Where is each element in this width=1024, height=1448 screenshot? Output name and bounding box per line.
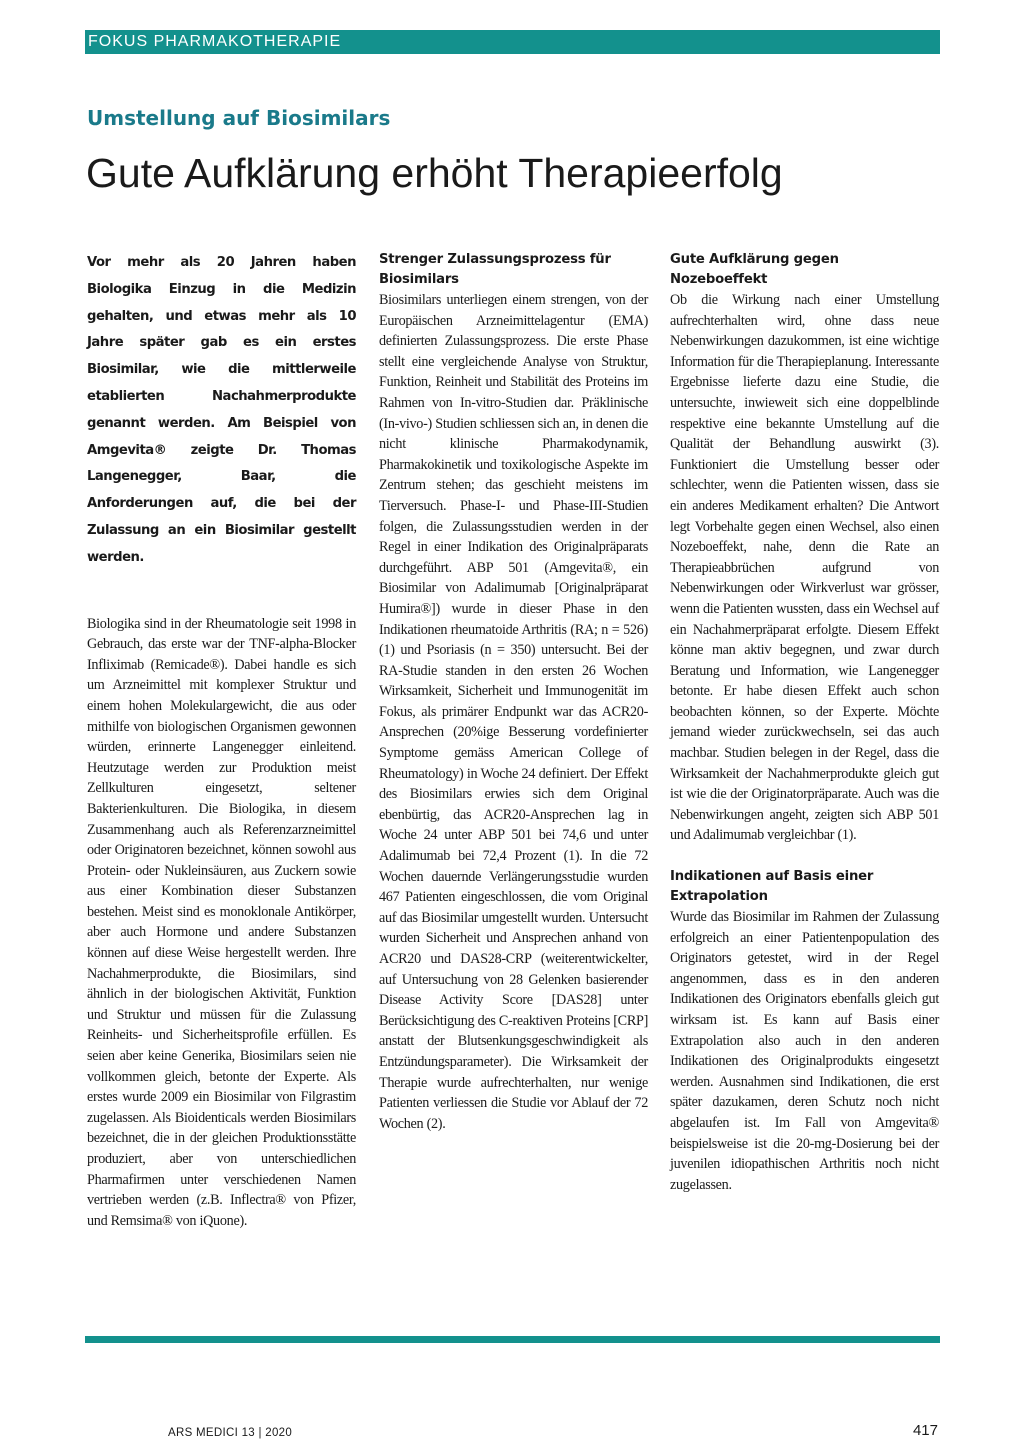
body-paragraph: Biosimilars unterliegen einem strengen, von der Europäischen Arzneimittelagentur (EMA) definierten Zulassungsprozess. Die erste Phase stellt eine vergleichende Analyse von Struktur, Funktion, Reinheit und Stabilität des Proteins im Rahmen von In-vitro-Studien dar. Präklinische (In-vivo-) Studien schliessen sich an, in denen die nicht klinische Pharmakodynamik, Pharmakokinetik und toxikologische Aspekte im Zentrum stehen; das geschieht meistens im Tierversuch. Phase-I- und Phase-III-Studien folgen, die Zulassungsstudien werden in der Regel in einer Indikation des Originalpräparats durchgeführt. ABP 501 (Amgevita®, ein Biosimilar von Adalimumab [Originalpräparat Humira®]) wurde in dieser Phase in den Indikationen rheumatoide Arthritis (RA; n = 526) (1) und Psoriasis (n = 350) untersucht. Bei der RA-Studie standen in den ersten 26 Wochen Wirksamkeit, Sicherheit und Immunogenität im Fokus, als primärer Endpunkt war das ACR20-Ansprechen (20%ige Besserung vordefinierter Symptome gemäss American College of Rheumatology) in Woche 24 definiert. Der Effekt des Biosimilars erwies sich dem Original ebenbürtig, das ACR20-Ansprechen lag in Woche 24 unter ABP 501 bei 74,6 und unter Adalimumab bei 72,4 Prozent (1). In die 72 Wochen dauernde Verlängerungsstudie wurden 467 Patienten eingeschlossen, die vom Original auf das Biosimilar umgestellt wurden. Untersucht wurden Sicherheit und Ansprechen anhand von ACR20 und DAS28-CRP (weiterentwickelter, auf Untersuchung von 28 Gelenken basierender Disease Activity Score [DAS28] unter Berücksichtigung des C-reaktiven Proteins [CRP] anstatt der Blutsenkungsgeschwindigkeit als Entzündungsparameter). Die Wirksamkeit der Therapie wurde aufrechterhalten, nur wenige Patienten verliessen die Studie vor Ablauf der 72 Wochen (2). bbox=[379, 292, 648, 1132]
column-1 bbox=[87, 250, 356, 1231]
subheading: Strenger Zulassungsprozess für Biosimilars bbox=[379, 252, 611, 287]
bottom-divider bbox=[85, 1336, 940, 1343]
article-title: Gute Aufklärung erhöht Therapieerfolg bbox=[86, 150, 783, 196]
subheading: Indikationen auf Basis einer Extrapolation bbox=[670, 869, 874, 905]
article-lead: Vor mehr als 20 Jahren haben Biologika Einzug in die Medizin gehalten, und etwas mehr als 10 Jahre später gab es ein erstes Biosimilar, wie die mittlerweile etablierten Nachahmerprodukte genannt werden. Am Beispiel von Amgevita® zeigte Dr. Thomas Langenegger, Baar, die Anforderungen auf, die bei der Zulassung an ein Biosimilar gestellt werden. bbox=[87, 255, 356, 565]
page-number: 417 bbox=[912, 1422, 938, 1439]
column-2 bbox=[379, 250, 648, 1134]
body-paragraph: Biologika sind in der Rheumatologie seit 1998 in Gebrauch, das erste war der TNF-alpha-Blocker Infliximab (Remicade®). Dabei handle es sich um Arzneimittel mit komplexer Struktur und einem hohen Molekulargewicht, die aus oder mithilfe von biologischen Organismen gewonnen würden, erinnerte Langenegger einleitend. Heutzutage werden zur Produktion meist Zellkulturen eingesetzt, seltener Bakterienkulturen. Die Biologika, in diesem Zusammenhang auch als Referenzarzneimittel oder Originatoren bezeichnet, können sowohl aus Protein- oder Nukleinsäuren, aus Zuckern sowie aus einer Kombination dieser Substanzen bestehen. Meist sind es monoklonale Antikörper, aber auch Hormone und andere Substanzen können auf diese Weise hergestellt werden. Ihre Nachahmerprodukte, die Biosimilars, sind ähnlich in der biologischen Aktivität, Funktion und Struktur und müssen für die Zulassung Reinheits- und Sicherheitsprofile erfüllen. Es seien aber keine Generika, Biosimilars seien nie vollkommen gleich, betonte der Experte. Als erstes wurde 2009 ein Biosimilar von Filgrastim zugelassen. Als Bioidenticals werden Biosimilars bezeichnet, die in der gleichen Produktionsstätte produziert, aber von unterschiedlichen Pharmafirmen unter verschiedenen Namen vertrieben werden (z.B. Inflectra® von Pfizer, und Remsima® von iQuone). bbox=[87, 615, 356, 1229]
journal-issue: ARS MEDICI 13 | 2020 bbox=[168, 1427, 293, 1439]
section-header: FOKUS PHARMAKOTHERAPIE bbox=[85, 30, 940, 54]
body-paragraph: Wurde das Biosimilar im Rahmen der Zulassung erfolgreich an einer Patientenpopulation des Originators getestet, wird in der Regel angenommen, dass es in den anderen Indikationen des Originators ebenfalls gleich gut wirksam ist. Es kann auf Basis einer Extrapolation also auch in den anderen Indikationen des Originalprodukts eingesetzt werden. Ausnahmen sind Indikationen, die erst später dazukamen, deren Schutz noch nicht abgelaufen ist. Im Fall von Amgevita® beispielsweise ist die 20-mg-Dosierung bei der juvenilen idiopathischen Arthritis noch nicht zugelassen. bbox=[670, 909, 939, 1193]
column-3 bbox=[670, 250, 939, 1195]
article-kicker: Umstellung auf Biosimilars bbox=[87, 106, 391, 130]
body-paragraph: Ob die Wirkung nach einer Umstellung aufrechterhalten wird, ohne dass neue Nebenwirkungen dazukommen, ist eine wichtige Information für die Therapieplanung. Interessante Ergebnisse lieferte dazu eine Studie, die untersuchte, inwieweit sich eine doppelblinde respektive eine bekannte Umstellung auf die Qualität der Behandlung auswirkt (3). Funktioniert die Umstellung besser oder schlechter, wenn die Patienten wissen, dass sie ein anderes Medikament erhalten? Die Antwort legt Vorbehalte gegen einen Wechsel, also einen Nozeboeffekt, nahe, denn die Rate an Therapieabbrüchen aufgrund von Nebenwirkungen oder Wirkverlust war grösser, wenn die Patienten wussten, dass ein Wechsel auf ein Nachahmerpräparat erfolgte. Diesem Effekt könne man aktiv begegnen, und zwar durch Beratung und Information, wie Langenegger betonte. Er habe diesen Effekt auch schon beobachten können, so der Experte. Möchte jemand wieder zurückwechseln, sei das auch machbar. Studien belegen in der Regel, dass die Wirksamkeit der Nachahmerprodukte gleich gut ist wie die der Originatorpräparate. Auch was die Nebenwirkungen angeht, zeigten sich ABP 501 und Adalimumab vergleichbar (1). bbox=[670, 292, 939, 844]
subheading: Gute Aufklärung gegen Nozeboeffekt bbox=[670, 252, 839, 287]
